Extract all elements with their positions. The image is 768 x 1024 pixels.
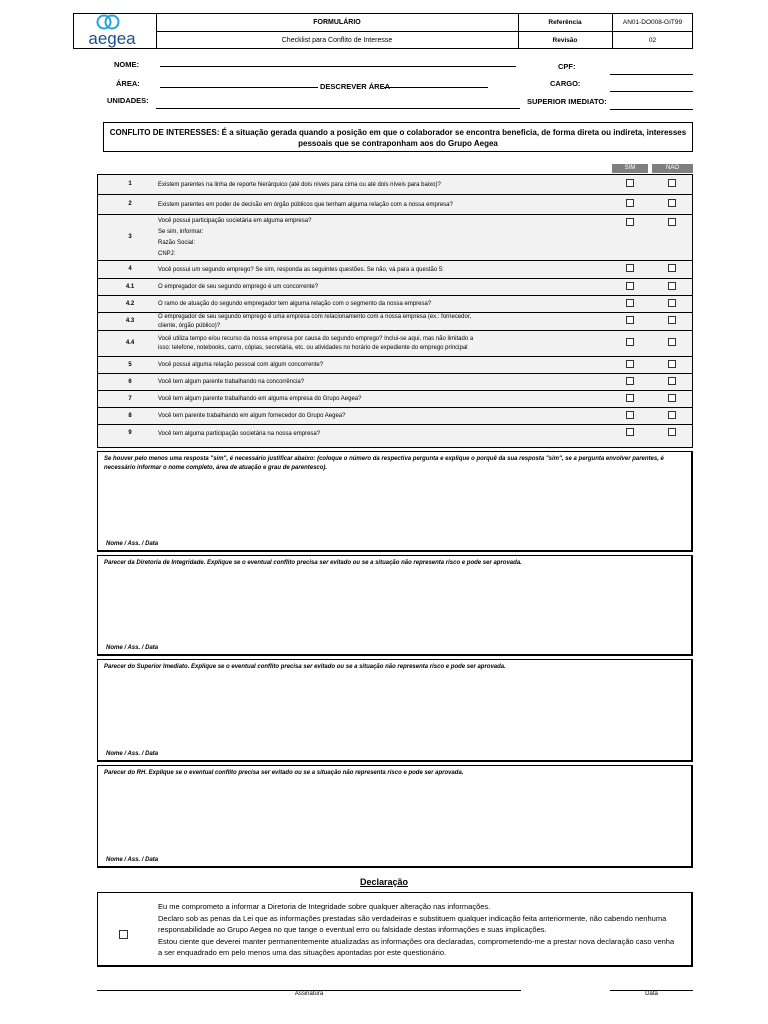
question-yes-checkbox[interactable]: [626, 360, 634, 368]
question-text-line: Você utiliza tempo e/ou recurso da nossa empresa por causa do segundo emprego? Inclui-se aqui, mas não limitado a: [158, 336, 474, 342]
hr-opinion-box[interactable]: [97, 765, 693, 868]
question-text: Existem parentes em poder de decisão em órgão públicos que tenham alguma relação com a nossa empresa?: [158, 201, 453, 208]
question-row: [98, 391, 692, 408]
revision-value: 02: [648, 36, 657, 44]
question-text: Você possui alguma relação pessoal com algum concorrente?: [158, 362, 324, 368]
question-text: Você possui um segundo emprego? Se sim, responda as seguintes questões. Se não, vá para a questão 5:: [158, 266, 444, 273]
question-yes-checkbox[interactable]: [626, 338, 634, 346]
logo-text: aegea: [88, 29, 136, 48]
question-row: [98, 331, 692, 357]
justification-title: Se houver pelo menos uma resposta "sim", é necessário justificar abaixo: (coloque o número da respectiva pergunta e explique o porquê da sua resposta "sim", se a pergunta envolver parentes, é necessário informar o nome completo, área de atuação e grau de parentesco).: [104, 456, 664, 471]
declaration-line-3: Estou ciente que deverei manter permanentemente atualizadas as informações ora declaradas, comprometendo-me a prestar nova declaração caso venha a ser enquadrado em pelo menos uma das situações apontadas por este questionário.: [158, 936, 675, 957]
date-label: Data: [645, 991, 658, 997]
cpf-field[interactable]: [610, 74, 693, 75]
question-text: Existem parentes na linha de reporte hierárquico (até dois níveis para cima ou até dois níveis para baixo)?: [158, 181, 441, 188]
question-number: 5: [128, 361, 132, 368]
questions-table: [97, 174, 693, 448]
declaration-line-2: Declaro sob as penas da Lei que as informações prestadas são verdadeiras e substituem qualquer indicação feita anteriormente, não cabendo nenhuma responsabilidade ao Grupo Aegea no que tange o eventual erro ou falsidade destas informações e suas implicações.: [158, 913, 667, 934]
question-no-checkbox[interactable]: [668, 394, 676, 402]
answer-yes-header: SIM: [612, 164, 648, 173]
question-number: 6: [128, 378, 132, 385]
signature-label: Assinatura: [294, 991, 324, 997]
question-yes-checkbox[interactable]: [626, 394, 634, 402]
question-text-line: isso: telefone, notebooks, carro, cópias, secretária, etc. ou atividades no horário de expediente do emprego principal: [158, 345, 468, 351]
question-number: 1: [128, 181, 132, 187]
form-subtitle: Checklist para Conflito de Interesse: [281, 36, 393, 44]
cargo-label: CARGO:: [550, 79, 581, 88]
question-text-line: Razão Social:: [158, 240, 196, 246]
integrity-opinion-footer: Nome / Ass. / Data: [106, 645, 159, 651]
question-row: [98, 374, 692, 391]
question-number: 8: [128, 412, 132, 419]
reference-value: AN01-DO008-GIT99: [622, 19, 683, 26]
question-no-checkbox[interactable]: [668, 377, 676, 385]
superior-field[interactable]: [610, 109, 693, 110]
question-text: [158, 335, 473, 353]
question-number: 3: [128, 234, 132, 240]
question-text: [158, 313, 471, 331]
question-no-checkbox[interactable]: [668, 299, 676, 307]
area-field[interactable]: [160, 87, 318, 88]
hr-opinion-title: Parecer do RH. Explique se o eventual conflito precisa ser evitado ou se a situação não representa risco e pode ser aprovada.: [104, 770, 464, 776]
question-row: [98, 261, 692, 279]
question-row: [98, 215, 692, 261]
question-yes-checkbox[interactable]: [626, 264, 634, 272]
declaration-checkbox[interactable]: [119, 930, 128, 939]
question-text: O empregador de seu segundo emprego é um concorrente?: [158, 284, 319, 290]
unidades-field[interactable]: [156, 108, 520, 109]
question-text-line: cliente, órgão público)?: [158, 323, 221, 329]
superior-opinion-footer: Nome / Ass. / Data: [106, 751, 159, 757]
question-number: 4.3: [125, 318, 135, 324]
question-yes-checkbox[interactable]: [626, 428, 634, 436]
question-row: [98, 408, 692, 425]
nome-field[interactable]: [160, 66, 516, 67]
question-yes-checkbox[interactable]: [626, 377, 634, 385]
question-number: 4.2: [125, 300, 135, 307]
question-number: 4.4: [125, 340, 135, 346]
form-label: FORMULÁRIO: [313, 19, 361, 26]
superior-opinion-title: Parecer do Superior Imediato. Explique se o eventual conflito precisa ser evitado ou se a situação não representa risco e pode ser aprovada.: [104, 664, 506, 670]
question-no-checkbox[interactable]: [668, 264, 676, 272]
reference-label: Referência: [548, 19, 582, 26]
question-yes-checkbox[interactable]: [626, 218, 634, 226]
descrever-area-label: DESCREVER ÁREA: [320, 82, 391, 91]
question-text: Você tem parente trabalhando em algum fornecedor do Grupo Aegea?: [158, 413, 346, 419]
question-number: 2: [128, 201, 132, 207]
question-number: 7: [128, 395, 132, 402]
question-yes-checkbox[interactable]: [626, 411, 634, 419]
cpf-label: CPF:: [558, 62, 576, 71]
question-text: O ramo de atuação do segundo empregador tem alguma relação com o segmento da nossa empresa?: [158, 301, 432, 307]
question-number: 4: [128, 266, 132, 272]
question-yes-checkbox[interactable]: [626, 316, 634, 324]
question-no-checkbox[interactable]: [668, 179, 676, 187]
revision-label: Revisão: [552, 36, 578, 44]
integrity-opinion-title: Parecer da Diretoria de Integridade. Explique se o eventual conflito precisa ser evitado ou se a situação não representa risco e pode ser aprovada.: [104, 560, 522, 566]
question-number: 9: [128, 430, 132, 436]
question-no-checkbox[interactable]: [668, 360, 676, 368]
hr-opinion-footer: Nome / Ass. / Data: [106, 857, 159, 863]
cargo-field[interactable]: [610, 91, 693, 92]
question-row: [98, 279, 692, 296]
question-yes-checkbox[interactable]: [626, 199, 634, 207]
question-row: [98, 313, 692, 331]
question-yes-checkbox[interactable]: [626, 179, 634, 187]
justification-box[interactable]: [97, 451, 693, 552]
superior-opinion-box[interactable]: [97, 659, 693, 762]
logo-mark-icon: [78, 14, 146, 48]
question-text: Você tem alguma participação societária na nossa empresa?: [158, 430, 321, 437]
answer-no-header: NÃO: [652, 164, 693, 173]
question-no-checkbox[interactable]: [668, 218, 676, 226]
declaration-box: [97, 892, 693, 967]
question-text-line: CNPJ:: [158, 251, 176, 257]
question-yes-checkbox[interactable]: [626, 299, 634, 307]
question-yes-checkbox[interactable]: [626, 282, 634, 290]
integrity-opinion-box[interactable]: [97, 555, 693, 656]
question-no-checkbox[interactable]: [668, 338, 676, 346]
question-row: [98, 195, 692, 215]
question-no-checkbox[interactable]: [668, 199, 676, 207]
unidades-label: UNIDADES:: [107, 96, 149, 105]
question-text: Você tem algum parente trabalhando em alguma empresa do Grupo Aegea?: [158, 396, 362, 402]
declaration-title: Declaração: [359, 877, 409, 887]
question-row: [98, 425, 692, 443]
question-row: [98, 296, 692, 313]
question-row: [98, 175, 692, 195]
declaration-line-1: Eu me comprometo a informar a Diretoria de Integridade sobre qualquer alteração nas informações.: [158, 902, 491, 911]
descrever-area-field[interactable]: [384, 87, 488, 88]
declaration-text: [158, 901, 678, 959]
question-no-checkbox[interactable]: [668, 282, 676, 290]
header-table: [73, 13, 693, 49]
nome-label: NOME:: [114, 60, 139, 69]
question-text-line: Você possui participação societária em alguma empresa?: [158, 218, 312, 224]
area-label: ÁREA:: [116, 79, 140, 88]
aegea-logo: [78, 14, 146, 48]
question-text-line: Se sim, informar:: [158, 229, 204, 235]
question-text-line: O empregador de seu segundo emprego é uma empresa com relacionamento com a nossa empresa (ex.: fornecedor,: [158, 314, 472, 320]
justification-footer: Nome / Ass. / Data: [106, 541, 159, 547]
question-row: [98, 357, 692, 374]
question-no-checkbox[interactable]: [668, 428, 676, 436]
question-no-checkbox[interactable]: [668, 316, 676, 324]
conflict-definition: CONFLITO DE INTERESSES: É a situação gerada quando a posição em que o colaborador se encontra beneficia, de forma direta ou indireta, interesses pessoais que se contraponham aos do Grupo Aegea: [103, 122, 693, 152]
question-text: Você tem algum parente trabalhando na concorrência?: [158, 379, 305, 385]
question-number: 4.1: [125, 283, 135, 290]
question-no-checkbox[interactable]: [668, 411, 676, 419]
superior-label: SUPERIOR IMEDIATO:: [527, 97, 607, 106]
question-text: [158, 216, 311, 260]
